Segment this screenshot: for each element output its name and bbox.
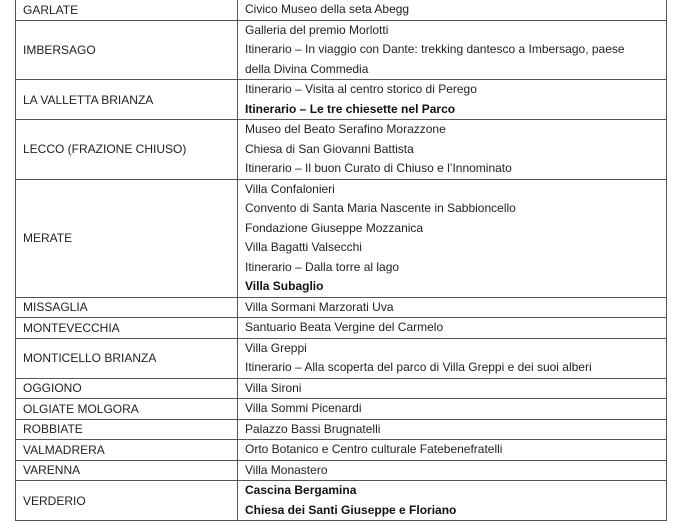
sites-cell (238, 399, 667, 420)
site-entry: Palazzo Bassi Brugnatelli (245, 421, 381, 436)
site-entry-highlighted: Itinerario – Le tre chiesette nel Parco (245, 101, 456, 116)
sites-cell (238, 80, 667, 120)
site-entry: Villa Greppi (245, 340, 307, 355)
town-cell (16, 297, 238, 318)
table-row (16, 440, 667, 461)
table-row (16, 399, 667, 420)
table-row (16, 297, 667, 318)
town-name: VERDERIO (23, 493, 86, 508)
site-entry: Villa Confalonieri (245, 181, 335, 196)
table-row (16, 0, 667, 20)
town-name: LECCO (FRAZIONE CHIUSO) (23, 142, 187, 157)
town-cell (16, 120, 238, 180)
town-cell (16, 318, 238, 339)
town-name: IMBERSAGO (23, 42, 96, 57)
table-row (16, 481, 667, 521)
site-entry: Villa Sommi Picenardi (245, 401, 362, 415)
sites-cell (238, 338, 667, 378)
sites-cell (238, 297, 667, 318)
site-entry: Itinerario – In viaggio con Dante: trekking dantesco a Imbersago, paese (245, 42, 625, 56)
site-entry: Itinerario – Visita al centro storico di Perego (245, 82, 477, 96)
site-entry-highlighted: Cascina Bergamina (245, 483, 357, 497)
town-cell (16, 20, 238, 80)
sites-cell (238, 20, 667, 80)
table-row (16, 419, 667, 440)
site-entry-highlighted: Chiesa dei Santi Giuseppe e Floriano (245, 502, 457, 517)
town-cell (16, 419, 238, 440)
town-cell (16, 0, 238, 20)
site-entry: Convento di Santa Maria Nascente in Sabbioncello (245, 201, 516, 215)
site-entry: Santuario Beata Vergine del Carmelo (245, 320, 444, 334)
site-entry-highlighted: Villa Subaglio (245, 279, 324, 293)
town-name: MONTICELLO BRIANZA (23, 351, 157, 365)
sites-cell (238, 481, 667, 521)
town-name: GARLATE (23, 2, 79, 17)
site-entry: della Divina Commedia (245, 61, 369, 76)
town-cell (16, 338, 238, 378)
table-row (16, 80, 667, 120)
town-cell (16, 460, 238, 481)
table-row (16, 179, 667, 297)
table-row (16, 338, 667, 378)
site-entry: Villa Sironi (245, 380, 302, 395)
town-name: MONTEVECCHIA (23, 320, 120, 335)
town-cell (16, 80, 238, 120)
town-cell (16, 399, 238, 420)
town-name: OLGIATE MOLGORA (23, 401, 139, 416)
town-name: LA VALLETTA BRIANZA (23, 92, 154, 107)
table-row (16, 318, 667, 339)
town-cell (16, 440, 238, 461)
town-name: MISSAGLIA (23, 300, 88, 315)
site-entry: Chiesa di San Giovanni Battista (245, 141, 414, 156)
sites-cell (238, 318, 667, 339)
site-entry: Villa Sormani Marzorati Uva (245, 299, 394, 314)
site-entry: Itinerario – Il buon Curato di Chiuso e l’Innominato (245, 161, 512, 175)
places-table (15, 0, 667, 521)
table-row (16, 378, 667, 399)
site-entry: Orto Botanico e Centro culturale Fatebenefratelli (245, 442, 503, 456)
site-entry: Itinerario – Dalla torre al lago (245, 259, 400, 274)
town-name: ROBBIATE (23, 422, 83, 437)
site-entry: Galleria del premio Morlotti (245, 22, 389, 37)
sites-cell (238, 419, 667, 440)
table-row (16, 460, 667, 481)
sites-cell (238, 460, 667, 481)
town-cell (16, 481, 238, 521)
site-entry: Civico Museo della seta Abegg (245, 2, 410, 16)
sites-cell (238, 378, 667, 399)
sites-cell (238, 440, 667, 461)
site-entry: Villa Bagatti Valsecchi (245, 240, 362, 254)
sites-cell (238, 0, 667, 20)
site-entry: Fondazione Giuseppe Mozzanica (245, 220, 424, 235)
town-name: OGGIONO (23, 381, 82, 396)
town-cell (16, 378, 238, 399)
town-name: VARENNA (23, 463, 81, 478)
sites-cell (238, 120, 667, 180)
table-row (16, 20, 667, 80)
site-entry: Itinerario – Alla scoperta del parco di Villa Greppi e dei suoi alberi (245, 360, 592, 374)
town-name: MERATE (23, 231, 73, 245)
town-cell (16, 179, 238, 297)
places-table-body (16, 0, 667, 521)
site-entry: Museo del Beato Serafino Morazzone (245, 122, 446, 136)
town-name: VALMADRERA (23, 442, 105, 457)
table-row (16, 120, 667, 180)
sites-cell (238, 179, 667, 297)
site-entry: Villa Monastero (245, 462, 328, 477)
